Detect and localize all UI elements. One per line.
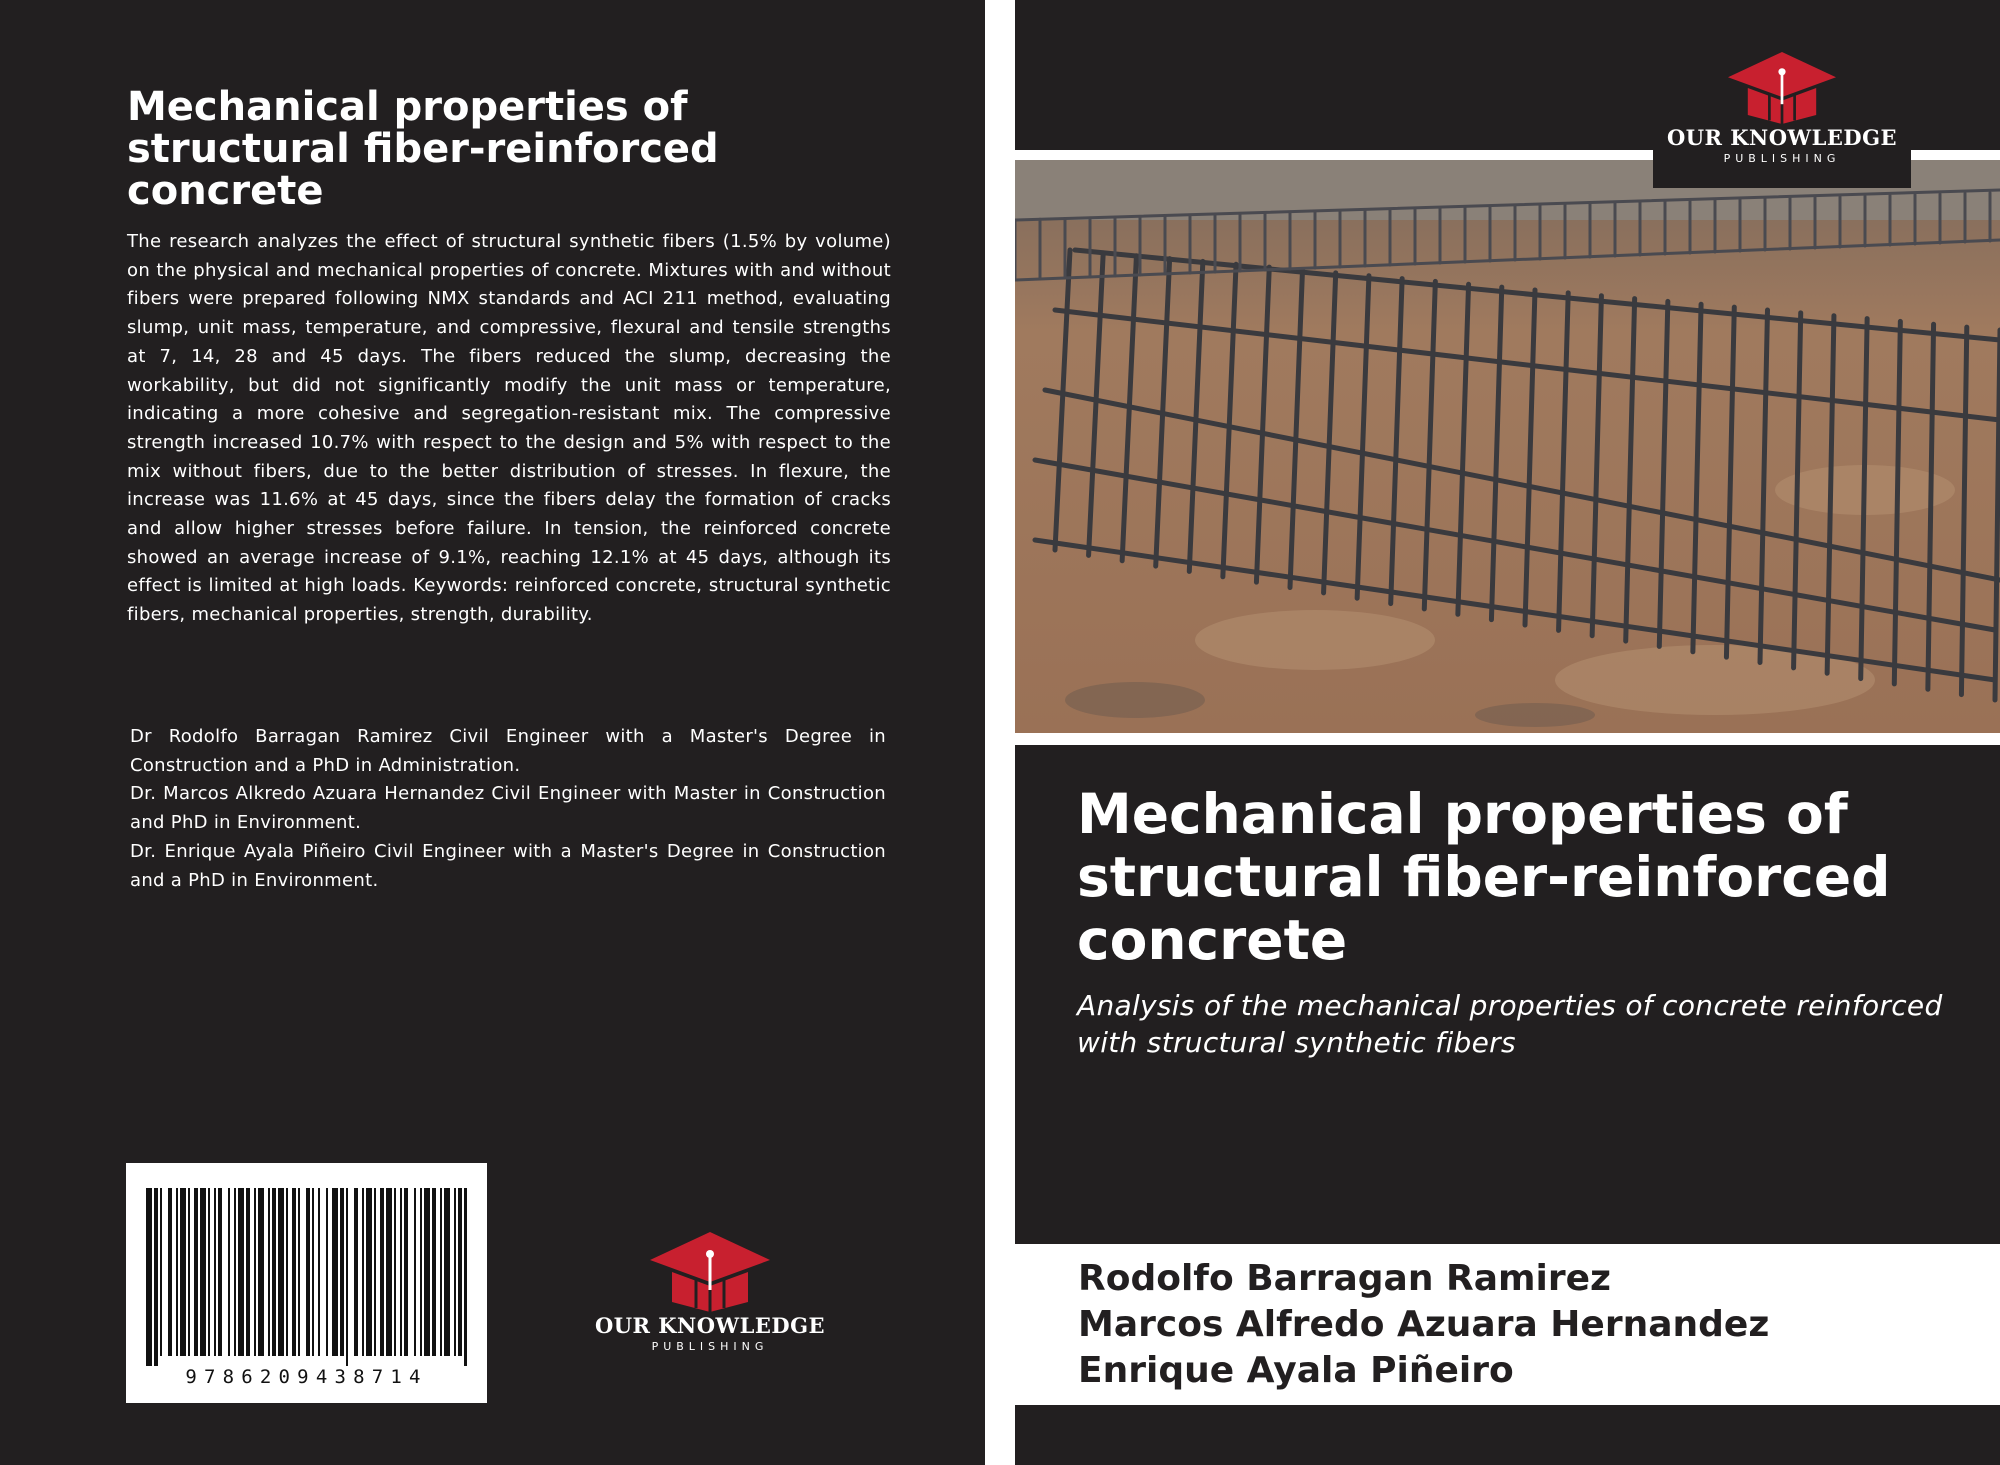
front-title-panel	[1015, 745, 2000, 1244]
author-bio-2: Dr. Marcos Alkredo Azuara Hernandez Civil Engineer with Master in Construction and PhD in Environment.	[130, 783, 886, 834]
author-name-3: Enrique Ayala Piñeiro	[1078, 1350, 1514, 1391]
publisher-logo-back	[590, 1232, 830, 1354]
author-bios	[130, 723, 886, 895]
isbn-barcode	[126, 1163, 487, 1403]
back-cover-abstract: The research analyzes the effect of structural synthetic fibers (1.5% by volume) on the physical and mechanical properties of concrete. Mixtures with and without fibers were prepared following NMX standards and ACI 211 method, evaluating slump, unit mass, temperature, and compressive, flexural and tensile strengths at 7, 14, 28 and 45 days. The fibers reduced the slump, decreasing the workability, but did not significantly modify the unit mass or temperature, indicating a more cohesive and segregation-resistant mix. The compressive strength increased 10.7% with respect to the design and 5% with respect to the mix without fibers, due to the better distribution of stresses. In flexure, the increase was 11.6% at 45 days, since the fibers delay the formation of cracks and allow higher stresses before failure. In tension, the reinforced concrete showed an average increase of 9.1%, reaching 12.1% at 45 days, although its effect is limited at high loads. Keywords: reinforced concrete, structural synthetic fibers, mechanical properties, strength, durability.	[127, 231, 891, 626]
barcode-bars	[146, 1188, 467, 1366]
publisher-sub: PUBLISHING	[651, 1340, 769, 1353]
graduation-cap-icon	[650, 1232, 770, 1312]
author-name-1: Rodolfo Barragan Ramirez	[1078, 1258, 1611, 1299]
author-bio-1: Dr Rodolfo Barragan Ramirez Civil Engineer with a Master's Degree in Construction and a PhD in Administration.	[130, 726, 886, 776]
author-bio-3: Dr. Enrique Ayala Piñeiro Civil Engineer with a Master's Degree in Construction and a PhD in Environment.	[130, 840, 886, 891]
author-name-2: Marcos Alfredo Azuara Hernandez	[1078, 1304, 1770, 1345]
publisher-name: OUR KNOWLEDGE	[594, 1313, 826, 1338]
front-cover-bottom-band	[1015, 1405, 2000, 1465]
back-cover-title: Mechanical properties of structural fiber-reinforced concrete	[127, 84, 719, 214]
publisher-sub-front: PUBLISHING	[1723, 152, 1841, 165]
front-logo-box	[1653, 56, 1911, 188]
publisher-name-front: OUR KNOWLEDGE	[1666, 125, 1898, 150]
front-cover-subtitle: Analysis of the mechanical properties of concrete reinforced with structural synthetic fibers	[1077, 989, 1943, 1059]
back-cover	[0, 0, 985, 1465]
cover-photo-rebar	[1015, 160, 2000, 733]
isbn-digits: 9786209438714	[185, 1366, 428, 1388]
publisher-logo-front	[1653, 52, 1911, 166]
front-cover-title: Mechanical properties of structural fiber-reinforced concrete	[1077, 782, 1891, 972]
front-cover-authors	[1078, 1256, 1978, 1394]
graduation-cap-icon	[1727, 52, 1837, 124]
rebar-cage-illustration	[1015, 160, 2000, 733]
